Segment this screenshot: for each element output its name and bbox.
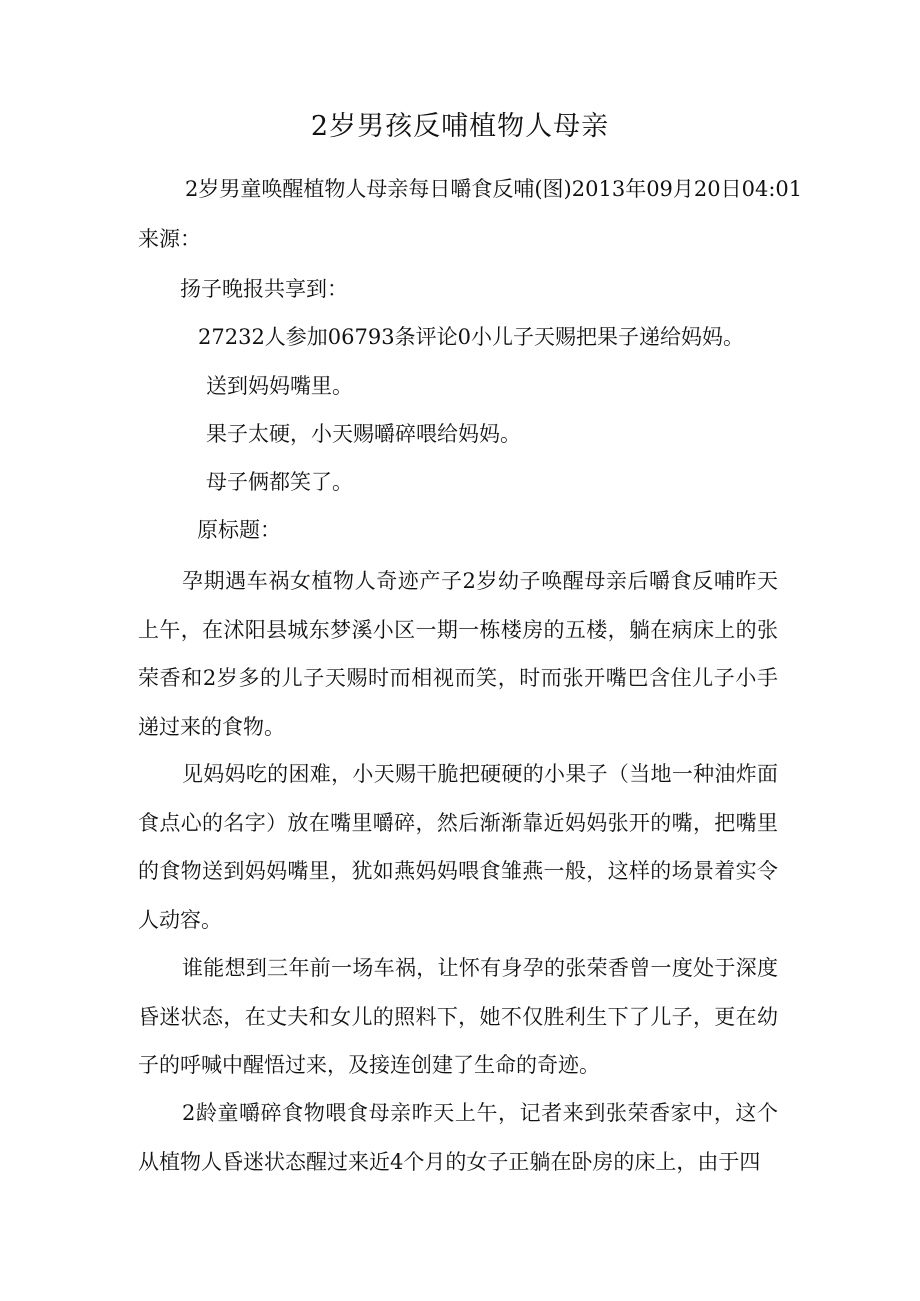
- original-title-label: 原标题：: [197, 518, 281, 542]
- source-label: 来源：: [138, 227, 201, 251]
- document-title: 2岁男孩反哺植物人母亲: [310, 111, 610, 142]
- body-paragraph: 见妈妈吃的困难，小天赐干脆把硬硬的小果子（当地一种油炸面食点心的名字）放在嘴里嚼碎，然后渐渐靠近妈妈张开的嘴，把嘴里的食物送到妈妈嘴里，犹如燕妈妈喂食雏燕一般，这样的场景着实令人动容。: [138, 762, 778, 932]
- meta-line: 2岁男童唤醒植物人母亲每日嚼食反哺(图)2013年09月20日04:01: [185, 177, 803, 201]
- photo-caption: 送到妈妈嘴里。: [206, 374, 353, 398]
- body-paragraph: 2龄童嚼碎食物喂食母亲昨天上午，记者来到张荣香家中，这个从植物人昏迷状态醒过来近4个月的女子正躺在卧房的床上，由于四: [138, 1101, 778, 1174]
- photo-caption: 母子俩都笑了。: [206, 470, 353, 494]
- stats-line: 27232人参加06793条评论0小儿子天赐把果子递给妈妈。: [198, 325, 744, 349]
- photo-caption: 果子太硬，小天赐嚼碎喂给妈妈。: [206, 422, 521, 446]
- body-paragraph: 孕期遇车祸女植物人奇迹产子2岁幼子唤醒母亲后嚼食反哺昨天上午，在沭阳县城东梦溪小区一期一栋楼房的五楼，躺在病床上的张荣香和2岁多的儿子天赐时而相视而笑，时而张开嘴巴含住儿子小手递过来的食物。: [138, 569, 778, 739]
- shared-line: 扬子晚报共享到：: [180, 277, 348, 301]
- body-paragraph: 谁能想到三年前一场车祸，让怀有身孕的张荣香曾一度处于深度昏迷状态，在丈夫和女儿的照料下，她不仅胜利生下了儿子，更在幼子的呼喊中醒悟过来，及接连创建了生命的奇迹。: [138, 956, 778, 1077]
